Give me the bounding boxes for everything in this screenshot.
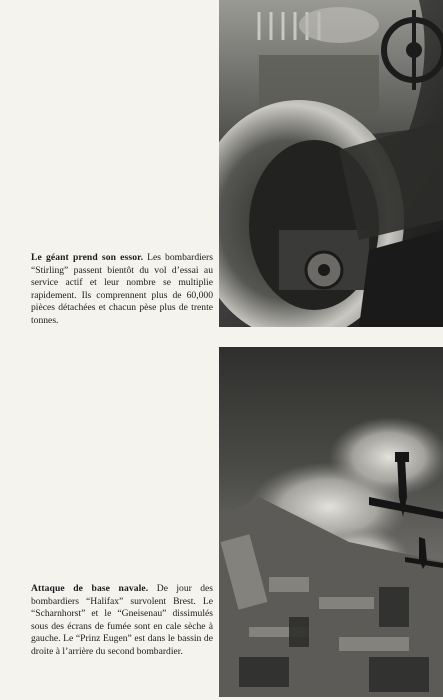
caption-stirling	[31, 252, 213, 328]
caption-stirling-title: Le géant prend son essor.	[31, 252, 148, 263]
photo-brest-raid	[219, 347, 443, 697]
caption-halifax-title: Attaque de base navale.	[31, 583, 157, 594]
caption-halifax-body: De jour des bombardiers “Halifax” survolent Brest. Le “Scharnhorst” et le “Gneisenau” dissimulés sous des écrans de fumée sont en cale sèche à gauche. Le “Prinz Eugen” est dans le bassin de droite à l’arrière du second bombardier.	[31, 583, 213, 657]
photo-stirling-landing-gear	[219, 0, 443, 327]
caption-halifax	[31, 583, 213, 659]
caption-stirling-body: Les bombardiers “Stirling” passent bientôt du vol d’essai au service actif et leur nombre se multiplie rapidement. Ils comprennent plus de 60,000 pièces détachées et chacun pèse plus de trente tonnes.	[31, 252, 213, 326]
